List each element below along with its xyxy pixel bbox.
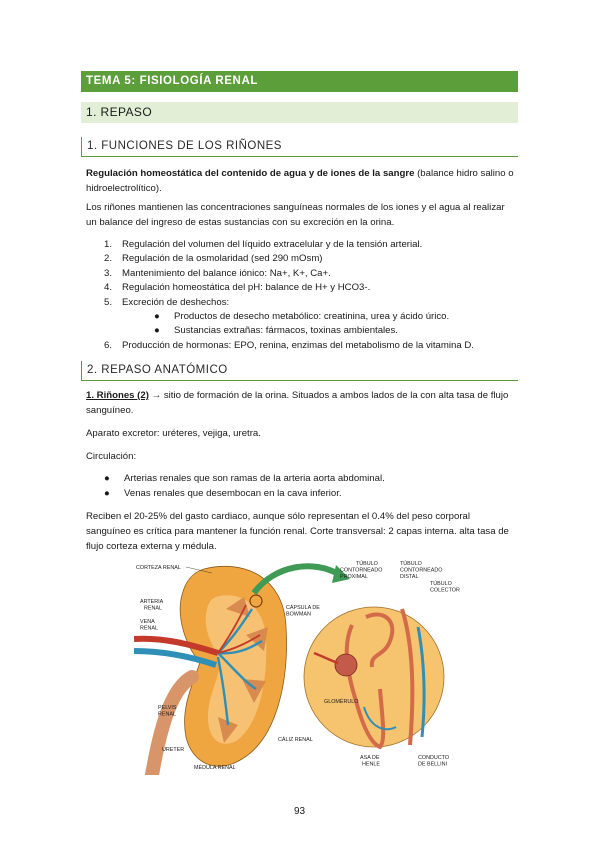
paragraph-cardiac-output: Reciben el 20-25% del gasto cardiaco, aunque sólo representan el 0.4% del peso corporal sanguíneo es crítica para mantener la función renal. Corte transversal: 2 capas interna. alta tasa de flujo corteza externa y médula. (86, 511, 509, 552)
page-number: 93 (293, 806, 306, 817)
label-ureter: URETER (162, 747, 185, 753)
list-item: ● Venas renales que desembocan en la cava inferior. (104, 487, 514, 502)
list-item: 4. Regulación homeostática del pH: balance de H+ y HCO3-. (104, 282, 371, 294)
section-heading-functions: 1. FUNCIONES DE LOS RIÑONES (81, 137, 518, 157)
label-pelvis: PELVIS RENAL (158, 705, 177, 718)
bold-underlined-phrase: 1. Riñones (2) (86, 390, 149, 401)
functions-list (104, 238, 514, 353)
label-tubulo-distal: TÚBULO CONTORNEADO DISTAL (400, 561, 443, 580)
bullet-icon: ● (104, 473, 110, 484)
label-arteria: ARTERIA RENAL (140, 599, 164, 612)
label-conducto: CONDUCTO DE BELLINI (418, 755, 450, 768)
label-caliz: CÁLIZ RENAL (278, 737, 313, 743)
subtitle-banner: 1. REPASO (81, 102, 518, 123)
list-item: 2. Regulación de la osmolaridad (sed 290 mOsm) (104, 253, 323, 265)
list-item: 5. Excreción de deshechos: (104, 296, 230, 308)
label-vena: VENA RENAL (140, 619, 158, 632)
label-asa: ASA DE HENLE (360, 755, 380, 768)
label-capsula: CÁPSULA DE BOWMAN (286, 605, 320, 618)
kidney-nephron-illustration (134, 557, 464, 775)
list-item: 3. Mantenimiento del balance iónico: Na+, K+, Ca+. (104, 267, 331, 279)
paragraph-text: (balance hidro salino o hidroelectrolítico). (86, 168, 514, 194)
paragraph-circulation: Circulación: (86, 451, 137, 462)
paragraph-kidneys-anatomy: 1. Riñones (2) → sitio de formación de la orina. Situados a ambos lados de la con alta tasa de flujo sanguíneo. (86, 390, 509, 416)
label-corteza: CORTEZA RENAL (136, 565, 181, 571)
bullet-icon: ● (104, 487, 110, 499)
list-item: ● Arterias renales que son ramas de la arteria aorta abdominal. (104, 472, 514, 487)
bold-phrase: Regulación homeostática del contenido de agua y de iones de la sangre (86, 168, 415, 179)
paragraph-regulation (86, 166, 516, 196)
label-tubulo-proximal: TÚBULO CONTORNEADO PROXIMAL (340, 561, 383, 580)
bullet-icon: ● (154, 325, 160, 337)
bullet-icon: ● (154, 311, 160, 323)
sublist-waste (104, 310, 514, 339)
sublist-item: ● Sustancias extrañas: fármacos, toxinas ambientales. (154, 324, 514, 338)
paragraph-kidneys: Los riñones mantienen las concentraciones sanguíneas normales de los iones y el agua al realizar un balance del ingreso de estas sustancias con su excreción en la orina. (86, 202, 505, 228)
section-heading-anatomy: 2. REPASO ANATÓMICO (81, 361, 518, 381)
label-glomerulo: GLOMÉRULO (324, 699, 359, 705)
list-item: 1. Regulación del volumen del líquido extracelular y de la tensión arterial. (104, 239, 423, 250)
arrow-icon: → (148, 390, 164, 401)
label-tubulo-colector: TÚBULO COLECTOR (430, 581, 460, 594)
chapter-title-banner: TEMA 5: FISIOLOGÍA RENAL (81, 71, 518, 92)
circulation-list (104, 472, 514, 501)
list-item: 6. Producción de hormonas: EPO, renina, enzimas del metabolismo de la vitamina D. (104, 339, 474, 351)
sublist-item: ● Productos de desecho metabólico: creatinina, urea y ácido úrico. (154, 310, 514, 324)
label-medula: MÉDULA RENAL (194, 765, 236, 771)
paragraph-excretory: Aparato excretor: uréteres, vejiga, uretra. (86, 428, 261, 439)
